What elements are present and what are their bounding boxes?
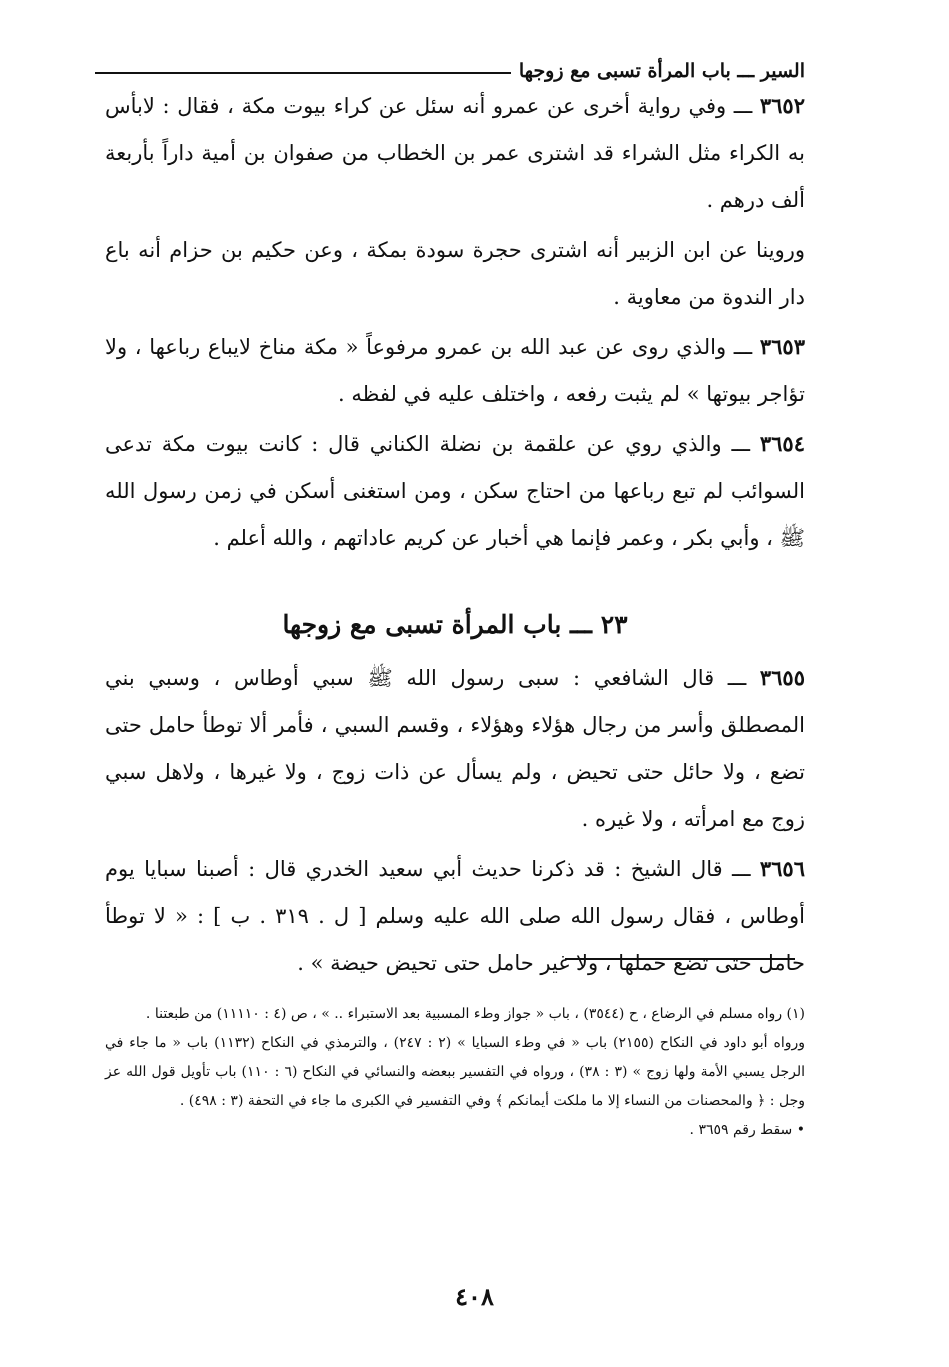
paragraph-continuation [105,226,805,321]
header-rule [95,72,511,74]
footnote: (١) رواه مسلم في الرضاع ، ح (٣٥٤٤) ، باب « جواز وطء المسبية بعد الاستبراء .. » ، ص (٤ : ١١١١٠) من طبعتنا . [145,1006,805,1022]
paragraph-text: ـــ قال الشافعي : سبى رسول الله ﷺ سبي أوطاس ، وسبي بني المصطلق وأسر من رجال هؤلاء وهؤلاء ، وقسم السبي ، فأمر ألا توطأ حامل حتى تضع ، ولا حائل حتى تحيض ، ولم يسأل عن ذات زوج ، ولا غيرها ، ولاهل سبي زوج مع امرأته ، ولا غيره . [105,666,805,831]
paragraph-3653 [105,323,805,418]
footnotes [105,1000,805,1145]
footnote: ورواه أبو داود في النكاح (٢١٥٥) باب « في وطء السبايا » (٢ : ٢٤٧) ، والترمذي في النكاح (١١٣٢) باب « ما جاء في الرجل يسبي الأمة ولها زوج » (٣ : ٣٨) ، ورواه في التفسير ببعضه والنسائي في النكاح (٦ : ١١٠) باب تأويل قول الله عز وجل : ﴿ والمحصنات من النساء إلا ما ملكت أيمانكم ﴾ وفي التفسير في الكبرى ما جاء في التحفة (٣ : ٤٩٨) . [105,1035,806,1109]
paragraph-3652 [105,82,805,224]
paragraph-text: ـــ والذي روي عن علقمة بن نضلة الكناني قال : كانت بيوت مكة تدعى السوائب لم تبع رباعها من احتاج سكن ، ومن استغنى أسكن في زمن رسول الله ﷺ ، وأبي بكر ، وعمر فإنما هي أخبار عن كريم عاداتهم ، والله أعلم . [105,432,805,550]
hadith-number: ٣٦٥٦ [759,856,805,881]
running-title: السير ـــ باب المرأة تسبى مع زوجها [518,60,805,82]
hadith-number: ٣٦٥٥ [759,665,805,690]
page-number: ٤٠٨ [455,1282,494,1311]
hadith-number: ٣٦٥٢ [759,93,805,118]
paragraph-3654 [105,420,805,562]
paragraph-3655 [105,654,805,843]
paragraph-3656 [105,845,805,987]
hadith-number: ٣٦٥٣ [759,334,805,359]
main-text [105,82,805,987]
footnote-rule [565,958,795,960]
paragraph-text: ـــ والذي روى عن عبد الله بن عمرو مرفوعاً « مكة مناخ لايباع رباعها ، ولا تؤاجر بيوتها » لم يثبت رفعه ، واختلف عليه في لفظه . [105,335,805,406]
paragraph-text: وروينا عن ابن الزبير أنه اشترى حجرة سودة بمكة ، وعن حكيم بن حزام أنه باع دار الندوة من معاوية . [105,238,805,309]
paragraph-text: ـــ قال الشيخ : قد ذكرنا حديث أبي سعيد الخدري قال : أصبنا سبايا يوم أوطاس ، فقال رسول الله صلى الله عليه وسلم [ ل . ٣١٩ . ب ] : « لا توطأ حامل حتى تضع حملها ، ولا غير حامل حتى تحيض حيضة » . [105,857,805,975]
hadith-number: ٣٦٥٤ [759,431,805,456]
paragraph-text: ـــ وفي رواية أخرى عن عمرو أنه سئل عن كراء بيوت مكة ، فقال : لابأس به الكراء مثل الشراء قد اشترى عمر بن الخطاب من صفوان بن أمية داراً بأربعة ألف درهم . [105,94,805,212]
chapter-heading: ٢٣ ـــ باب المرأة تسبى مع زوجها [282,610,628,639]
page-header [95,48,805,82]
footnote: • سقط رقم ٣٦٥٩ . [689,1122,805,1138]
